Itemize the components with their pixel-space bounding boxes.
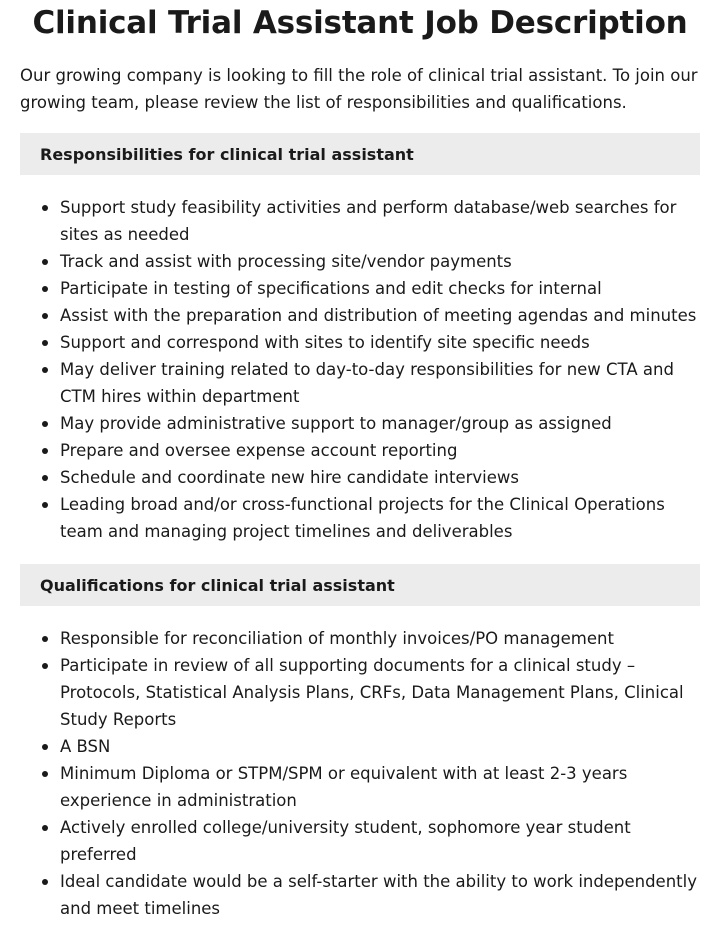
list-item: Track and assist with processing site/vendor payments [60, 248, 700, 275]
responsibilities-list [20, 194, 700, 545]
responsibilities-heading: Responsibilities for clinical trial assistant [20, 133, 700, 175]
list-item: Participate in review of all supporting documents for a clinical study – Protocols, Statistical Analysis Plans, CRFs, Data Management Plans, Clinical Study Reports [60, 652, 700, 733]
qualifications-heading: Qualifications for clinical trial assistant [20, 564, 700, 606]
list-item: Participate in testing of specifications and edit checks for internal [60, 275, 700, 302]
list-item: Schedule and coordinate new hire candidate interviews [60, 464, 700, 491]
list-item: Support study feasibility activities and perform database/web searches for sites as needed [60, 194, 700, 248]
intro-paragraph: Our growing company is looking to fill the role of clinical trial assistant. To join our growing team, please review the list of responsibilities and qualifications. [20, 66, 698, 112]
list-item: A BSN [60, 733, 700, 760]
list-item: Prepare and oversee expense account reporting [60, 437, 700, 464]
qualifications-list [20, 625, 700, 922]
list-item: Ideal candidate would be a self-starter with the ability to work independently and meet timelines [60, 868, 700, 922]
list-item: Assist with the preparation and distribution of meeting agendas and minutes [60, 302, 700, 329]
list-item: Leading broad and/or cross-functional projects for the Clinical Operations team and managing project timelines and deliverables [60, 491, 700, 545]
list-item: Support and correspond with sites to identify site specific needs [60, 329, 700, 356]
list-item: Responsible for reconciliation of monthly invoices/PO management [60, 625, 700, 652]
list-item: Minimum Diploma or STPM/SPM or equivalent with at least 2-3 years experience in administration [60, 760, 700, 814]
page-title: Clinical Trial Assistant Job Description [32, 5, 688, 41]
list-item: May deliver training related to day-to-day responsibilities for new CTA and CTM hires within department [60, 356, 700, 410]
list-item: Actively enrolled college/university student, sophomore year student preferred [60, 814, 700, 868]
list-item: May provide administrative support to manager/group as assigned [60, 410, 700, 437]
